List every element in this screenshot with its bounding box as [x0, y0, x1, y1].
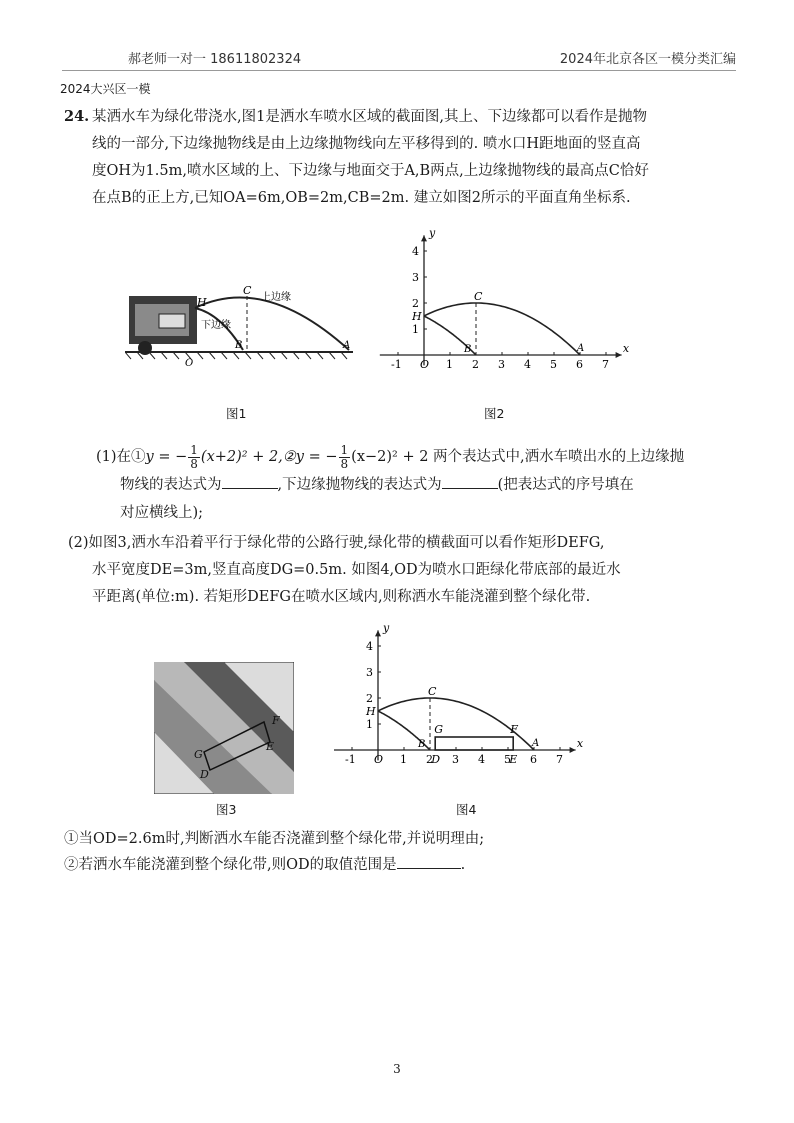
fig2-x-tick-label: 3 [498, 358, 505, 371]
source-label: 2024大兴区一模 [60, 82, 151, 96]
fig4-y-tick-label: 3 [366, 666, 373, 679]
q2-line-3: 平距离(单位:m). 若矩形DEFG在喷水区域内,则称洒水车能浇灌到整个绿化带. [92, 589, 591, 605]
fig4-x-tick-label: 7 [556, 753, 563, 766]
problem-number: 24. [64, 108, 90, 125]
fig4-y-tick-label: 4 [366, 640, 373, 653]
fig1-label-c: C [243, 284, 252, 297]
fig4-y-arrow [375, 630, 381, 636]
fig4-x-tick-label: O [374, 753, 384, 766]
fig2-x-arrow [616, 352, 622, 358]
q1-line2b: ,下边缘抛物线的表达式为 [277, 477, 442, 493]
fig2-y-tick-label: 2 [412, 297, 419, 310]
sub2-end: . [460, 857, 466, 873]
fig2-y-tick-label: 1 [412, 323, 419, 336]
q1-expr1-b: (x+2)² + 2,② [200, 449, 296, 465]
fig4-point-h: H [366, 705, 376, 718]
fig3-label-g: G [194, 748, 203, 761]
fig2-y-arrow [421, 235, 427, 241]
fig1-label-lower: 下边缘 [201, 320, 231, 331]
fig2-point-a: A [577, 343, 585, 354]
q1-line2a: 物线的表达式为 [120, 477, 222, 493]
fig4-x-tick-label: -1 [345, 753, 356, 766]
figure-4 [334, 610, 594, 790]
fig4-rect-defg [435, 737, 513, 750]
truck-tank [159, 314, 185, 328]
page-number: 3 [393, 1062, 401, 1076]
q1-expr2-b: (x−2)² + 2 两个表达式中,洒水车喷出水的上边缘抛 [351, 449, 685, 465]
fig3-label-f: F [272, 714, 280, 727]
fig4-caption: 图4 [456, 802, 477, 817]
fig4-x-tick-label: D [431, 753, 441, 766]
fig4-x-tick-label: 3 [452, 753, 459, 766]
fig2-point-b: B [464, 344, 472, 355]
sub-question-1: ①当OD=2.6m时,判断洒水车能否浇灌到整个绿化带,并说明理由; [64, 831, 485, 847]
fig4-point-a: A [532, 738, 540, 749]
q1-blank-lower[interactable] [442, 474, 498, 489]
fig2-x-tick-label: 2 [472, 358, 479, 371]
q1-line2c: (把表达式的序号填在 [497, 477, 634, 493]
fig2-upper-parabola [424, 303, 580, 355]
fig3-label-d: D [200, 768, 209, 781]
problem-line-1: 某洒水车为绿化带浇水,图1是洒水车喷水区域的截面图,其上、下边缘都可以看作是抛物 [92, 109, 647, 125]
header-divider [62, 70, 736, 71]
figure-3-photo [154, 662, 294, 794]
q1-line-3: 对应横线上); [120, 505, 204, 521]
sub2-blank[interactable] [397, 854, 461, 869]
fig4-y-tick-label: 2 [366, 692, 373, 705]
fig4-point-c: C [428, 685, 437, 698]
fig3-label-e: E [266, 740, 275, 753]
fig4-x-tick-label: 4 [478, 753, 485, 766]
fig2-x-tick-label: 6 [576, 358, 583, 371]
q1-line-2 [120, 472, 634, 498]
fig2-x-tick-label: -1 [391, 358, 402, 371]
fig4-x-tick-label: 6 [530, 753, 537, 766]
problem-line-3: 度OH为1.5m,喷水区域的上、下边缘与地面交于A,B两点,上边缘抛物线的最高点C恰好 [92, 163, 649, 179]
fig2-point-c: C [474, 290, 483, 303]
fig4-x-tick-label: 1 [400, 753, 407, 766]
q2-line-1: (2)如图3,洒水车沿着平行于绿化带的公路行驶,绿化带的横截面可以看作矩形DEFG, [68, 535, 605, 551]
header-left: 郝老师一对一 18611802324 [128, 52, 302, 67]
fig1-caption: 图1 [226, 406, 247, 421]
sub2-text: ②若洒水车能浇灌到整个绿化带,则OD的取值范围是 [64, 857, 397, 873]
q1-frac-1 [188, 444, 200, 471]
fig4-y-tick-label: 1 [366, 718, 373, 731]
q1-blank-upper[interactable] [222, 474, 278, 489]
fig4-point-b: B [418, 739, 426, 750]
fig4-x-tick-label: 2 [426, 753, 433, 766]
fig4-point-f: F [510, 723, 518, 736]
q1-expr1-a: y = − [145, 449, 188, 465]
fig2-y-tick-label: 3 [412, 271, 419, 284]
problem-line-4: 在点B的正上方,已知OA=6m,OB=2m,CB=2m. 建立如图2所示的平面直角坐标系. [92, 190, 631, 206]
fig1-label-o: O [185, 358, 194, 369]
q1-frac-2 [339, 444, 351, 471]
fig2-x-tick-label: 7 [602, 358, 609, 371]
q1-frac-1-den: 8 [190, 456, 198, 471]
q1-frac-2-num: 1 [340, 442, 349, 457]
q2-line-2: 水平宽度DE=3m,竖直高度DG=0.5m. 如图4,OD为喷水口距绿化带底部的最近水 [92, 562, 621, 578]
fig4-x-arrow [570, 747, 576, 753]
problem-line-2: 线的一部分,下边缘抛物线是由上边缘抛物线向左平移得到的. 喷水口H距地面的竖直高 [92, 136, 641, 152]
sub-question-2 [64, 852, 465, 878]
q1-prefix: (1)在① [96, 449, 146, 465]
header-right: 2024年北京各区一模分类汇编 [559, 52, 736, 67]
fig2-point-h: H [412, 310, 422, 323]
q1-frac-2-den: 8 [340, 456, 349, 471]
fig1-label-h: H [197, 296, 207, 309]
fig4-axis-y-label: y [383, 621, 390, 635]
fig1-label-b: B [235, 340, 243, 351]
fig2-y-tick-label: 4 [412, 245, 419, 258]
q1-expr2-a: y = − [295, 449, 338, 465]
fig4-axis-x-label: x [576, 737, 584, 750]
fig4-point-g: G [434, 723, 443, 736]
fig3-caption: 图3 [216, 802, 237, 817]
fig2-x-tick-label: 4 [524, 358, 531, 371]
fig4-x-tick-label: E [509, 753, 518, 766]
fig2-x-tick-label: 5 [550, 358, 557, 371]
figure-2 [372, 210, 642, 390]
fig2-axis-x-label: x [622, 342, 630, 355]
q1-frac-1-num: 1 [190, 442, 198, 457]
fig2-x-tick-label: O [420, 358, 430, 371]
q1-line-1 [96, 442, 684, 472]
fig2-caption: 图2 [484, 406, 505, 421]
fig2-axis-y-label: y [429, 226, 436, 240]
fig2-x-tick-label: 1 [446, 358, 453, 371]
fig4-x-tick-label: 5 [504, 753, 511, 766]
fig1-label-a: A [343, 340, 351, 351]
figure-1 [125, 278, 365, 373]
ground-hatch [125, 352, 347, 359]
fig1-label-upper: 上边缘 [261, 292, 291, 303]
